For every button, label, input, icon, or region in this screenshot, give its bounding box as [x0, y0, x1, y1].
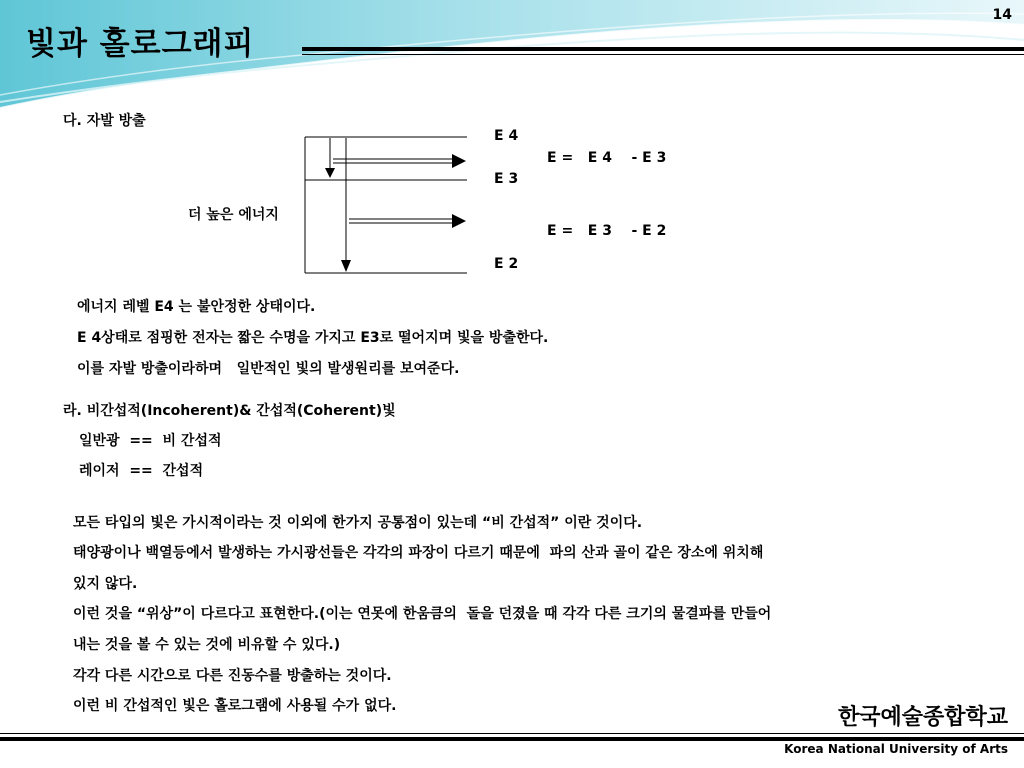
title-underline [302, 47, 1024, 57]
equation-upper: E = E 4 - E 3 [547, 150, 667, 166]
photon-arrow-lower-head [452, 214, 466, 228]
section-d-item: 레이저 == 간섭적 [79, 463, 204, 479]
section-d-item: 일반광 == 비 간섭적 [79, 433, 222, 449]
section-d-heading: 라. 비간섭적(Incoherent)& 간섭적(Coherent)빛 [63, 403, 396, 419]
school-name-korean: 한국예술종합학교 [837, 705, 1008, 730]
page-number: 14 [992, 7, 1012, 23]
arrow-e3-e2-head [341, 260, 351, 272]
paragraph-line: 모든 타입의 빛은 가시적이라는 것 이외에 한가지 공통점이 있는데 “비 간섭적” 이란 것이다. [73, 515, 643, 531]
equation-lower: E = E 3 - E 2 [547, 223, 667, 239]
school-name-english: Korea National University of Arts [784, 742, 1008, 756]
paragraph-line: 태양광이나 백열등에서 발생하는 가시광선들은 각각의 파장이 다르기 때문에 파의 산과 골이 같은 장소에 위치해 [73, 545, 764, 561]
paragraph-line: 각각 다른 시간으로 다른 진동수를 방출하는 것이다. [73, 668, 392, 684]
paragraph-line: 있지 않다. [73, 576, 138, 592]
section-c-line: 에너지 레벨 E4 는 불안정한 상태이다. [77, 299, 316, 315]
section-c-line: 이를 자발 방출이라하며 일반적인 빛의 발생원리를 보여준다. [77, 361, 460, 377]
higher-energy-label: 더 높은 에너지 [188, 207, 279, 223]
arrow-e4-e3-head [325, 168, 335, 178]
paragraph-line: 이런 것을 “위상”이 다르다고 표현한다.(이는 연못에 한움큼의 돌을 던졌을 때 각각 다른 크기의 물결파를 만들어 [73, 606, 772, 622]
level-e4-label: E 4 [494, 128, 519, 144]
slide-title: 빛과 홀로그래피 [26, 26, 255, 62]
level-e3-label: E 3 [494, 171, 519, 187]
photon-arrow-upper-head [452, 154, 466, 168]
paragraph-line: 내는 것을 볼 수 있는 것에 비유할 수 있다.) [73, 637, 341, 653]
paragraph-line: 이런 비 간섭적인 빛은 홀로그램에 사용될 수가 없다. [73, 698, 397, 714]
section-c-line: E 4상태로 점핑한 전자는 짧은 수명을 가지고 E3로 떨어지며 빛을 방출한다. [77, 330, 549, 346]
section-c-heading: 다. 자발 방출 [63, 113, 146, 129]
level-e2-label: E 2 [494, 256, 519, 272]
